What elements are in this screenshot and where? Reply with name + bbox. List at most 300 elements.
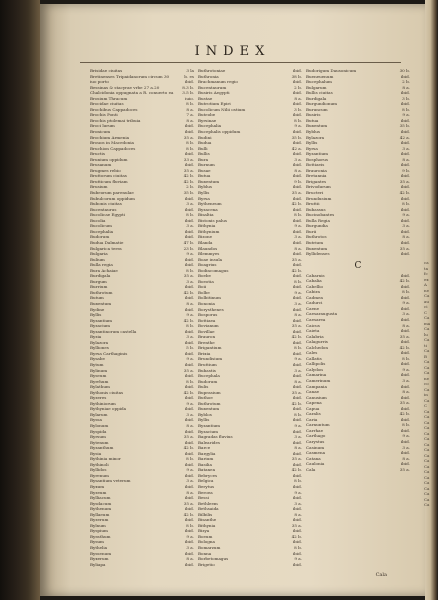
entry-term: Batanea (198, 467, 216, 473)
entry-term: Casinum (306, 444, 325, 450)
entry-term: Buruncum (306, 106, 328, 112)
entry-reference: 8 a. (402, 322, 410, 328)
entry-reference: ibid. (184, 550, 194, 556)
index-column-1 (90, 68, 194, 588)
entry-reference: ibid. (292, 251, 302, 257)
next-leaf-line: Ca (424, 474, 430, 480)
entry-reference: ibid. (400, 450, 410, 456)
entry-reference: ibid. (184, 79, 194, 85)
index-entry (306, 467, 410, 473)
entry-reference: 8 b. (294, 411, 302, 417)
entry-term: Borbetomagus (198, 556, 229, 562)
entry-reference: ibid. (292, 373, 302, 379)
entry-reference: 35 a. (291, 190, 302, 196)
entry-term: Bretannia (306, 173, 327, 179)
entry-term: Budua (198, 140, 212, 146)
entry-term: Byblos (198, 411, 212, 417)
entry-reference: ibid. (292, 561, 302, 567)
entry-term: Byzeres (90, 395, 107, 401)
next-leaf-line: ne (424, 287, 429, 293)
entry-term: Bubeorum parenulae (90, 190, 134, 196)
entry-reference: ibid. (184, 151, 194, 157)
entry-term: Boeum (198, 533, 213, 539)
entry-reference: 3 a. (294, 500, 302, 506)
entry-term: Brusium (90, 184, 108, 190)
entry-reference: 3 a. (186, 223, 194, 229)
next-leaf-line: Ca (424, 447, 430, 452)
entry-reference: 3.5 b. (182, 90, 194, 96)
entry-term: Bucephala (198, 373, 220, 379)
entry-term: Bructeri (306, 190, 324, 196)
entry-term: Carystus (306, 439, 325, 444)
entry-reference: ibid. (400, 439, 410, 444)
entry-term: Byllaeum (90, 511, 110, 517)
entry-reference: ibid. (184, 395, 194, 401)
next-leaf-line: ex (424, 276, 429, 282)
entry-term: Burrium (90, 284, 108, 290)
entry-reference: 9 a. (294, 356, 302, 362)
entry-term: Bysum (90, 539, 104, 545)
entry-reference: 9 b. (402, 167, 410, 173)
entry-term: Brunium oppidum (90, 156, 128, 162)
entry-reference: ibid. (400, 90, 410, 96)
next-leaf-line: Ca (424, 364, 430, 370)
next-leaf-line: Ca (424, 436, 430, 441)
entry-term: Bisanthe (198, 517, 217, 523)
entry-reference: ibid. (292, 295, 302, 301)
entry-reference: 3 a. (402, 377, 410, 383)
entry-term: Bodincomagus (198, 267, 229, 273)
entry-term: Capua (306, 405, 320, 411)
entry-term: Bylazora (90, 339, 109, 345)
next-leaf-line: Ca (424, 293, 430, 298)
entry-reference: 8 b. (186, 323, 194, 329)
entry-reference: 8 a. (186, 489, 194, 495)
entry-term: Brusanum (90, 162, 112, 168)
entry-term: Brocidae ciuitas (90, 101, 124, 107)
entry-reference: ibid. (292, 101, 302, 107)
entry-term: Butua (198, 173, 211, 179)
entry-reference: ibid. (292, 339, 302, 345)
entry-term: Bylonum (90, 423, 109, 428)
entry-term: Bithynia (198, 522, 216, 528)
entry-term: Bulla regia (90, 262, 113, 268)
entry-term: Caesaraugusta (306, 311, 338, 317)
entry-reference: 9 a. (402, 300, 410, 306)
entry-reference: ibid. (184, 234, 194, 240)
entry-term: Bylinum (90, 367, 108, 373)
entry-reference: 9 a. (294, 289, 302, 295)
entry-reference: 3 a. (294, 234, 302, 240)
entry-reference: 35 a. (399, 400, 410, 406)
entry-reference: b. es (184, 73, 194, 79)
entry-term: Broci lurum (90, 123, 115, 129)
entry-term: Caesarea (306, 316, 326, 322)
entry-reference: 42 b. (291, 267, 302, 273)
entry-term: Bucolicum (90, 223, 112, 229)
page-title: INDEX (194, 44, 271, 59)
entry-term: Bythiniorum (90, 400, 116, 406)
entry-term: Byrsa (306, 145, 318, 151)
entry-term: Brundusium (306, 195, 332, 201)
entry-reference: 8 a. (402, 389, 410, 395)
entry-reference: ibid. (400, 184, 410, 190)
entry-term: Cadmea (306, 294, 323, 300)
entry-reference: ibid. (292, 273, 302, 279)
entry-reference: ibid. (184, 439, 194, 445)
entry-reference: 38 b. (291, 73, 302, 79)
entry-reference: 33 a. (183, 156, 194, 162)
entry-reference: ibid. (292, 484, 302, 490)
next-leaf-line: ca (424, 260, 429, 265)
next-leaf-line: fc (424, 271, 428, 276)
catchword: Cala (375, 572, 387, 578)
entry-term: Budini (198, 134, 212, 140)
entry-reference: 3 a. (186, 478, 194, 484)
next-leaf-line: Ca (424, 337, 430, 342)
entry-term: Canusium (306, 394, 327, 400)
entry-term: Byllidos (90, 467, 107, 473)
entry-reference: 3 a. (402, 223, 410, 229)
entry-term: Burdigala (90, 273, 111, 279)
entry-reference: 8 b. (186, 145, 194, 151)
entry-term: Burdigala (306, 95, 327, 101)
entry-reference: ibid. (400, 117, 410, 123)
entry-term: Capena (306, 400, 322, 406)
entry-reference: ibid. (292, 495, 302, 501)
entry-reference: 8 b. (186, 267, 194, 273)
entry-term: iuo porto (90, 79, 109, 85)
entry-term: Buthrotoniae (198, 68, 226, 73)
entry-term: Bucephalis oppidum (198, 129, 241, 135)
entry-reference: ibid. (400, 461, 410, 467)
entry-reference: 9 a. (186, 251, 194, 257)
entry-reference: ibid. (184, 217, 194, 223)
entry-term: Byzanthum (90, 445, 114, 451)
entry-reference: ibid. (292, 517, 302, 523)
entry-term: Budua Dalmatie (90, 239, 124, 245)
entry-term: Barium (198, 456, 214, 462)
entry-term: Buxentum (90, 300, 112, 306)
entry-term: Bulgarum (306, 84, 327, 90)
entry-reference: 35 a. (291, 323, 302, 329)
entry-term: Budorum (198, 378, 218, 384)
entry-term: Byllidenses (306, 251, 330, 257)
entry-term: Brachmanum regio (198, 79, 238, 85)
entry-reference: ibid. (184, 384, 194, 390)
entry-reference: ibid. (184, 506, 194, 512)
entry-term: Borysthenes (198, 306, 224, 312)
entry-reference: 3 a. (294, 367, 302, 373)
entry-term: Bulli (198, 145, 208, 151)
entry-reference: ibid. (292, 417, 302, 423)
entry-reference: ibid. (292, 472, 302, 478)
entry-reference: ibid. (400, 251, 410, 257)
entry-reference: ibid. (400, 283, 410, 289)
entry-reference: 9 a. (402, 212, 410, 218)
entry-term: Caria (306, 416, 318, 422)
entry-term: Brundisium (198, 356, 223, 362)
entry-reference: ibid. (400, 350, 410, 356)
entry-term: Byspium (90, 528, 108, 534)
entry-reference: 42 b. (399, 190, 410, 196)
entry-reference: ibid. (400, 140, 410, 146)
entry-term: Bruchion Cappadoces (90, 145, 136, 151)
entry-term: Bolbitinum (198, 295, 221, 301)
entry-term: Boeotia (198, 278, 214, 284)
entry-term: Carrhae (306, 427, 323, 433)
entry-reference: iuio. (185, 95, 194, 101)
entry-term: Bomarzum (198, 545, 221, 551)
entry-term: Bructis (90, 151, 105, 157)
entry-reference: ibid. (292, 284, 302, 290)
entry-term: Bylazora (306, 134, 325, 140)
entry-reference: 9 a. (294, 223, 302, 229)
entry-term: Bargylia (198, 450, 216, 456)
next-leaf-line: ne (424, 375, 429, 381)
next-leaf-line: Ca (424, 469, 430, 474)
entry-reference: 8 a. (402, 455, 410, 461)
entry-term: Boagrius (198, 262, 217, 268)
entry-reference: 35 a. (399, 245, 410, 251)
entry-term: Bosphorus (306, 156, 328, 162)
entry-reference: 8 a. (294, 312, 302, 318)
entry-term: Bulla Regia (306, 217, 330, 223)
entry-term: Bylliacum (90, 495, 111, 501)
entry-reference: 9 a. (186, 400, 194, 406)
entry-term: Bysdacum (90, 500, 112, 506)
next-leaf-line: C (424, 309, 428, 315)
entry-reference: ibid. (292, 217, 302, 223)
entry-term: Bosporus (198, 312, 218, 318)
entry-term: Brauronia (306, 167, 327, 173)
entry-term: Byzantinorum castella (90, 328, 137, 334)
entry-term: Burgundia (306, 223, 328, 229)
entry-reference: 42 b. (291, 334, 302, 340)
entry-reference: 9 a. (186, 533, 194, 539)
entry-reference: ibid. (292, 361, 302, 367)
entry-reference: 42 b. (183, 511, 194, 517)
next-leaf-line: Ca (424, 502, 430, 507)
entry-reference: ibid. (184, 328, 194, 334)
entry-reference: ibid. (292, 112, 302, 118)
next-leaf-line: ta (424, 265, 428, 271)
entry-term: Calydon (306, 366, 323, 372)
entry-term: Brutticum fluviam (90, 178, 128, 184)
entry-term: Bagradas fluvius (198, 434, 233, 440)
next-leaf-line: Ca (424, 408, 430, 414)
entry-reference: 8 a. (294, 95, 302, 101)
entry-term: Bizya (198, 528, 210, 534)
entry-reference: 2 b. (402, 79, 410, 85)
entry-reference: ibid. (292, 406, 302, 412)
entry-reference: 8 b. (402, 289, 410, 295)
entry-reference: 8 a. (186, 300, 194, 306)
entry-term: Brivodurum (306, 184, 331, 190)
next-leaf-line: Ca (424, 419, 430, 425)
entry-reference: ibid. (400, 129, 410, 135)
entry-term: Bucolicum Nilii ostium (198, 106, 246, 112)
entry-term: Budorigum Dausonicum (306, 68, 357, 73)
entry-term: Bulgaria (90, 251, 108, 257)
entry-reference: 42 b. (291, 533, 302, 539)
entry-term: Bisaltia (198, 212, 214, 218)
entry-reference: 2 b. (294, 84, 302, 90)
entry-term: Bethleem (198, 500, 218, 506)
entry-term: Bucephalum (306, 79, 332, 85)
entry-term: Berytus (198, 484, 215, 490)
entry-reference: 9 a. (186, 356, 194, 362)
entry-term: Bythinia minor (90, 456, 121, 462)
entry-reference: 8 b. (294, 212, 302, 218)
next-leaf-line: Ca (424, 480, 430, 485)
entry-reference: 8 a. (402, 234, 410, 240)
next-leaf-line: A (424, 282, 427, 287)
entry-term: Cabellio (306, 283, 324, 289)
entry-reference: 3 a. (402, 311, 410, 317)
entry-term: Bologna (198, 539, 215, 545)
entry-term: Butum (90, 295, 104, 301)
next-leaf-line: Ca (424, 359, 430, 364)
next-leaf-line: Ca (424, 370, 430, 375)
entry-reference: ibid. (400, 151, 410, 157)
entry-term: Byrsa (198, 195, 210, 201)
index-column-2 (198, 68, 302, 588)
entry-reference: 8 b. (294, 117, 302, 123)
entry-reference: ibid. (184, 123, 194, 129)
entry-term: Cabarnis (306, 272, 325, 278)
entry-term: Byllis (198, 417, 210, 423)
entry-term: Butua (306, 117, 319, 123)
entry-reference: 3 a. (186, 201, 194, 207)
next-leaf-line: Ca (424, 463, 430, 469)
entry-term: Camerinum (306, 377, 331, 383)
entry-reference: 8 b. (186, 522, 194, 528)
entry-term: Bucentaurum (198, 84, 227, 90)
entry-reference: ibid. (292, 79, 302, 85)
entry-reference: ibid. (292, 68, 302, 73)
next-leaf-fragment (424, 260, 434, 520)
next-leaf-line: ma (424, 320, 431, 326)
entry-reference: ibid. (400, 228, 410, 234)
next-leaf-line: Ca (424, 386, 430, 392)
entry-term: Calchedon (306, 344, 328, 350)
entry-reference: 42 a. (399, 134, 410, 140)
entry-term: Bysabe (90, 356, 105, 362)
entry-reference: ibid. (292, 395, 302, 401)
entry-term: Byzantium (198, 423, 221, 428)
entry-term: Bubastis (198, 367, 216, 373)
entry-reference: 47 b. (183, 239, 194, 245)
entry-reference: 9 a. (186, 467, 194, 473)
entry-term: Bulis (198, 384, 209, 390)
entry-reference: 8.3 b. (182, 84, 194, 90)
entry-term: Buthoe (198, 395, 213, 401)
entry-term: Cales (306, 350, 318, 356)
entry-reference: ibid. (292, 195, 302, 201)
entry-term: Byrenum (90, 472, 109, 478)
entry-term: Bethsaida (198, 506, 219, 512)
entry-reference: 30 b. (399, 68, 410, 73)
book-spine (0, 0, 40, 600)
entry-term: Brenthe (198, 339, 215, 345)
entry-reference: ibid. (184, 256, 194, 262)
entry-reference: ibid. (292, 328, 302, 334)
entry-term: Bottiaea (198, 317, 216, 323)
entry-reference: ibid. (292, 129, 302, 135)
entry-term: Bruttorum ciuitas (90, 173, 127, 179)
entry-reference: 9 a. (294, 123, 302, 129)
entry-term: Boae insula (198, 256, 223, 262)
entry-reference: ibid. (400, 239, 410, 245)
entry-term: Buxentum (198, 178, 220, 184)
entry-term: Bononia (198, 300, 215, 306)
entry-term: Bura Achaiae (90, 267, 118, 273)
entry-term: Byliapa (90, 561, 106, 567)
entry-reference: 35 a. (291, 389, 302, 395)
entry-reference: 3 a. (186, 545, 194, 551)
entry-term: Bonna (198, 550, 212, 556)
entry-reference: 3 a. (186, 411, 194, 417)
entry-reference: ibid. (292, 450, 302, 456)
entry-reference: 42 b. (183, 178, 194, 184)
entry-term: Byzacium (90, 323, 111, 329)
entry-reference: 3 a. (186, 278, 194, 284)
entry-term: Bubassus (306, 206, 326, 212)
entry-term: Calabria (306, 333, 324, 339)
next-leaf-line: B (424, 353, 427, 359)
entry-reference: 8 a. (294, 511, 302, 517)
entry-term: Caulonia (306, 461, 325, 467)
entry-reference: 8 a. (186, 106, 194, 112)
entry-term: Bythonis ciuitas (90, 389, 124, 395)
entry-reference: 9 a. (294, 556, 302, 562)
entry-term: Caicus (306, 322, 320, 328)
entry-term: Caralis (306, 411, 321, 417)
entry-reference: ibid. (184, 472, 194, 478)
entry-reference: 42 b. (291, 201, 302, 207)
entry-reference: 9 a. (402, 112, 410, 118)
entry-reference: ibid. (184, 206, 194, 212)
entry-term: Beroea (198, 489, 213, 495)
entry-reference: ibid. (400, 361, 410, 367)
entry-reference: ibid. (292, 306, 302, 312)
entry-reference: 35 b. (399, 123, 410, 129)
entry-reference: ibid. (400, 272, 410, 278)
entry-term: Cala (306, 466, 316, 472)
entry-term: Busiris (306, 112, 321, 118)
entry-reference: 42 b. (291, 400, 302, 406)
entry-term: Bilbilis (198, 511, 213, 517)
entry-reference: ibid. (184, 495, 194, 501)
entry-term: Bytheneum (198, 201, 222, 207)
entry-reference: 8 a. (186, 117, 194, 123)
entry-reference: 8 b. (402, 422, 410, 428)
entry-term: Budorum (90, 234, 110, 240)
entry-term: Balearides (198, 439, 221, 445)
entry-term: Belgica (198, 478, 214, 484)
entry-term: Byrsa Carthaginis (90, 350, 128, 356)
entry-term: Burnum (198, 162, 215, 168)
entry-reference: ibid. (400, 328, 410, 334)
entry-term: Barce (198, 445, 211, 451)
next-leaf-line: Ca (424, 397, 430, 403)
next-leaf-line: Ca (424, 491, 430, 496)
entry-term: Byseum (90, 373, 107, 379)
entry-term: Byssenum (90, 550, 112, 556)
entry-term: Carnuntum (306, 422, 330, 428)
entry-reference: ibid. (400, 294, 410, 300)
